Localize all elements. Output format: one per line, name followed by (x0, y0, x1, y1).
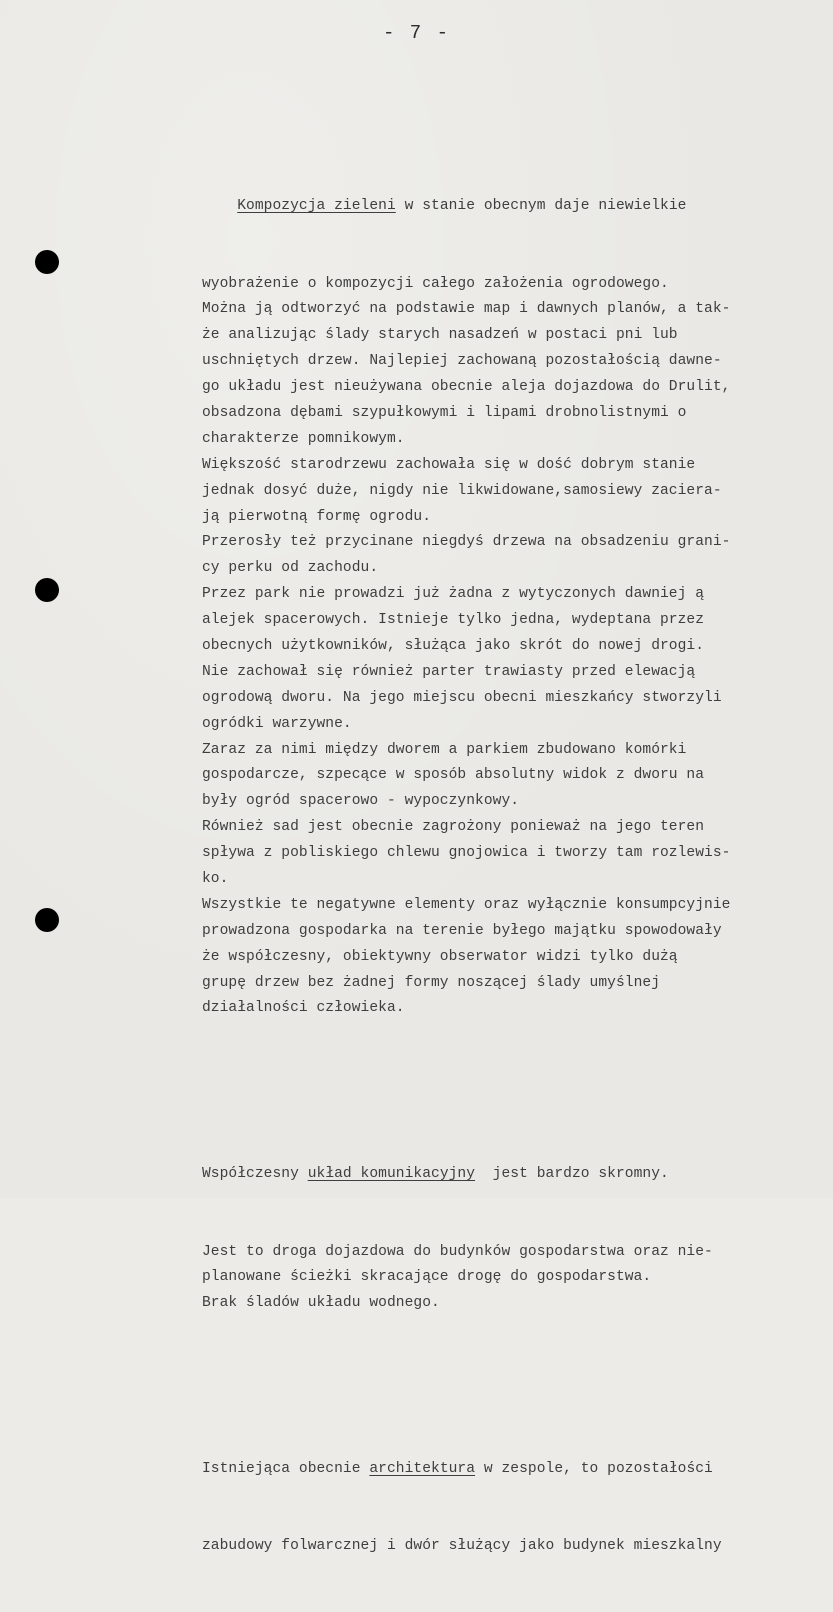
text-line: alejek spacerowych. Istnieje tylko jedna, wydeptana przez (202, 612, 705, 629)
text-line: wyobrażenie o kompozycji całego założenia ogrodowego. (202, 275, 669, 292)
text-line: grupę drzew bez żadnej formy noszącej ślady umyślnej (202, 974, 660, 991)
text-line: obsadzona dębami szypułkowymi i lipami drobnolistnymi o (202, 404, 687, 421)
text-line: gospodarcze, szpecące w sposób absolutny widok z dworu na (202, 767, 705, 784)
text-line: Wszystkie te negatywne elementy oraz wyłącznie konsumpcyjnie (202, 896, 731, 913)
text-line: Przerosły też przycinane niegdyś drzewa na obsadzeniu grani- (202, 534, 731, 551)
paragraph-body (202, 1534, 820, 1560)
text-line: Zaraz za nimi między dworem a parkiem zbudowano komórki (202, 741, 687, 758)
text-line: że analizując ślady starych nasadzeń w postaci pni lub (202, 327, 678, 344)
paragraph-body (202, 272, 820, 1023)
punch-hole (35, 578, 59, 602)
paragraph-first-line: Istniejąca obecnie architektura w zespole, to pozostałości (202, 1460, 713, 1477)
paragraph-first-line: Kompozycja zieleni w stanie obecnym daje niewielkie (237, 197, 687, 214)
text-line: go układu jest nieużywana obecnie aleja dojazdowa do Drulit, (202, 379, 731, 396)
text-line: cy perku od zachodu. (202, 560, 379, 577)
text-line: uschniętych drzew. Najlepiej zachowaną pozostałością dawne- (202, 353, 722, 370)
page-number: - 7 - (382, 22, 450, 44)
text-line: Można ją odtworzyć na podstawie map i dawnych planów, a tak- (202, 301, 731, 318)
text-line: Jest to droga dojazdowa do budynków gospodarstwa oraz nie- (202, 1243, 713, 1260)
text-line: Brak śladów układu wodnego. (202, 1295, 440, 1312)
paragraph-body (202, 1240, 820, 1318)
text-line: Również sad jest obecnie zagrożony ponieważ na jego teren (202, 819, 705, 836)
text-line: działalności człowieka. (202, 1000, 405, 1017)
text-line: Nie zachował się również parter trawiasty przed elewacją (202, 663, 696, 680)
text-line: że współczesny, obiektywny obserwator widzi tylko dużą (202, 948, 678, 965)
text-line: ko. (202, 871, 229, 887)
text-line: Większość starodrzewu zachowała się w dość dobrym stanie (202, 456, 696, 473)
text-line: ogrodową dworu. Na jego miejscu obecni mieszkańcy stworzyli (202, 689, 722, 706)
text-line: były ogród spacerowo - wypoczynkowy. (202, 793, 520, 810)
body-text (202, 142, 820, 1612)
section-term: układ komunikacyjny (307, 1165, 476, 1182)
punch-hole (35, 250, 59, 274)
punch-hole (35, 908, 59, 932)
text-line: charakterze pomnikowym. (202, 430, 405, 447)
text-line: ogródki warzywne. (202, 715, 352, 732)
text-line: ją pierwotną formę ogrodu. (202, 508, 431, 525)
section-term: Kompozycja zieleni (237, 197, 396, 214)
paragraph-first-line: Współczesny układ komunikacyjny jest bardzo skromny. (202, 1165, 669, 1182)
text-line: prowadzona gospodarka na terenie byłego majątku spowodowały (202, 922, 722, 939)
text-line: Przez park nie prowadzi już żadna z wytyczonych dawniej ą (202, 586, 705, 603)
text-line: zabudowy folwarcznej i dwór służący jako budynek mieszkalny (202, 1538, 722, 1555)
text-line: spływa z pobliskiego chlewu gnojowica i tworzy tam rozlewis- (202, 845, 731, 862)
text-line: obecnych użytkowników, służąca jako skrót do nowej drogi. (202, 637, 705, 654)
section-term: architektura (369, 1460, 476, 1477)
text-line: jednak dosyć duże, nigdy nie likwidowane,samosiewy zaciera- (202, 482, 722, 499)
text-line: planowane ścieżki skracające drogę do gospodarstwa. (202, 1269, 652, 1286)
